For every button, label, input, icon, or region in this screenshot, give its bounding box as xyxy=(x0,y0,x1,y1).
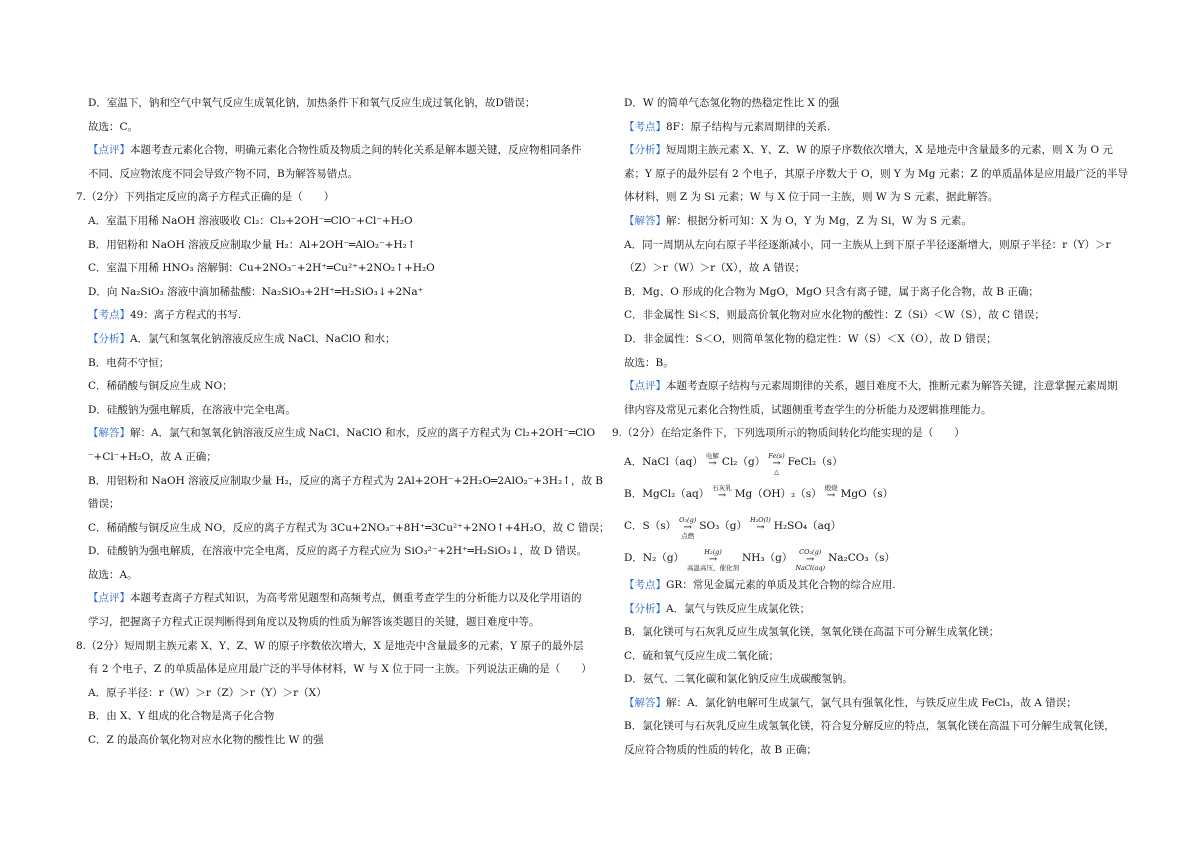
review-tag: 【点评】 xyxy=(624,380,666,393)
point-tag: 【考点】 xyxy=(624,120,666,133)
text-line: D．室温下，钠和空气中氧气反应生成氧化钠，加热条件下和氧气反应生成过氧化钠，故D错误； xyxy=(88,97,536,109)
option-a-chain: A．NaCl（aq） 电解 → Cl₂（g） Fe(s) → △ FeCl₂（s） xyxy=(624,451,843,476)
text-line: 故选：B。 xyxy=(624,356,674,369)
option-d: D．向 Na₂SiO₃ 溶液中滴加稀盐酸：Na₂SiO₃+2H⁺═H₂SiO₃↓+2Na⁺ xyxy=(88,285,424,298)
reaction-arrow: O₂(g) → 点燃 xyxy=(679,515,697,540)
text-line: C．硫和氧气反应生成二氧化硫； xyxy=(624,649,780,662)
option-d: D．W 的简单气态氢化物的热稳定性比 X 的强 xyxy=(624,97,840,109)
text-line: 错误； xyxy=(88,498,120,511)
option-a: A．室温下用稀 NaOH 溶液吸收 Cl₂：Cl₂+2OH⁻═ClO⁻+Cl⁻+H₂O xyxy=(88,214,413,227)
option-c: C．室温下用稀 HNO₃ 溶解铜：Cu+2NO₃⁻+2H⁺═Cu²⁺+2NO₂↑+H₂O xyxy=(88,262,435,275)
text-line: （Z）＞r（W）＞r（X），故 A 错误； xyxy=(624,262,806,275)
text-line: 【解答】解：根据分析可知：X 为 O，Y 为 Mg，Z 为 Si，W 为 S 元素。 xyxy=(624,214,972,227)
question-9-stem: 9.（2分）在给定条件下，下列选项所示的物质间转化均能实现的是（ ） xyxy=(612,427,965,440)
left-column xyxy=(76,92,610,753)
text-line: 【分析】A．氯气与铁反应生成氯化铁； xyxy=(624,602,811,615)
text-line: C．稀硝酸与铜反应生成 NO； xyxy=(88,380,233,393)
option-c: C．Z 的最高价氧化物对应水化物的酸性比 W 的强 xyxy=(88,734,324,747)
text-line: 反应符合物质的性质的转化，故 B 正确； xyxy=(624,744,817,757)
reaction-arrow: 煅烧 → xyxy=(824,483,838,501)
text-line: 【点评】本题考查原子结构与元素周期律的关系，题目难度不大，推断元素为解答关键，注意掌握元素周期 xyxy=(624,380,1118,393)
text-line: 【考点】49：离子方程式的书写. xyxy=(88,309,242,322)
text-line: D．氨气、二氧化碳和氯化钠反应生成碳酸氢钠。 xyxy=(624,673,853,686)
reaction-arrow: 电解 → xyxy=(705,451,719,469)
text-line: 不同、反应物浓度不同会导致产物不同，B为解答易错点。 xyxy=(88,167,359,180)
text-line: B．氯化镁可与石灰乳反应生成氢氧化镁，符合复分解反应的特点，氢氧化镁在高温下可分解生成氧化镁， xyxy=(624,720,1115,733)
text-line: D．硅酸钠为强电解质，在溶液中完全电离。 xyxy=(88,403,296,416)
text-line: 体材料，则 Z 为 Si 元素；W 与 X 位于同一主族，则 W 为 S 元素，据此解答。 xyxy=(624,191,999,204)
reaction-arrow: 石灰乳 → xyxy=(712,483,732,501)
text-line: 【点评】本题考查离子方程式知识，为高考常见题型和高频考点，侧重考查学生的分析能力以及化学用语的 xyxy=(88,592,582,605)
text-line: B．用铝粉和 NaOH 溶液反应制取少量 H₂，反应的离子方程式为 2Al+2OH⁻+2H₂O═2AlO₂⁻+3H₂↑，故 B xyxy=(88,474,604,487)
text-line: B．氯化镁可与石灰乳反应生成氢氧化镁，氢氧化镁在高温下可分解生成氧化镁； xyxy=(624,626,1000,639)
text-line: 【分析】短周期主族元素 X、Y、Z、W 的原子序数依次增大，X 是地壳中含量最多的元素，则 X 为 O 元 xyxy=(624,144,1113,157)
text-line: 故选：A。 xyxy=(88,568,138,581)
option-b-chain: B．MgCl₂（aq） 石灰乳 → Mg（OH）₂（s） 煅烧 → MgO（s） xyxy=(624,478,1124,510)
reaction-arrow: Fe(s) → △ xyxy=(768,451,785,476)
review-tag: 【点评】 xyxy=(88,592,130,605)
text-line: B．Mg、O 形成的化合物为 MgO，MgO 只含有离子键，属于离子化合物，故 B 正确； xyxy=(624,285,1039,298)
question-7-stem: 7.（2分）下列指定反应的离子方程式正确的是（ ） xyxy=(76,191,335,204)
point-tag: 【考点】 xyxy=(624,578,666,591)
analysis-tag: 【分析】 xyxy=(88,332,130,345)
answer-tag: 【解答】 xyxy=(624,214,666,227)
text-line: 【解答】解：A．氯气和氢氧化钠溶液反应生成 NaCl、NaClO 和水，反应的离子方程式为 Cl₂+2OH⁻═ClO xyxy=(88,427,596,440)
text-line: 有 2 个电子，Z 的单质晶体是应用最广泛的半导体材料，W 与 X 位于同一主族。下列说法正确的是（ ） xyxy=(88,663,592,676)
text-line: 素；Y 原子的最外层有 2 个电子，其原子序数大于 O，则 Y 为 Mg 元素；Z 的单质晶体是应用最广泛的半导 xyxy=(624,167,1128,180)
review-tag: 【点评】 xyxy=(88,144,130,157)
reaction-arrow: CO₂(g) → NaCl(aq) xyxy=(795,547,826,572)
text-line: D．硅酸钠为强电解质，在溶液中完全电离，反应的离子方程式应为 SiO₃²⁻+2H⁺═H₂SiO₃↓，故 D 错误。 xyxy=(88,545,587,558)
option-a: A．原子半径：r（W）＞r（Z）＞r（Y）＞r（X） xyxy=(88,686,327,699)
option-d-chain: D．N₂（g） H₂(g) → 高温高压、催化剂 NH₃（g） CO₂(g) → NaCl(aq) Na₂CO₃（s） xyxy=(624,547,895,572)
text-line: 【点评】本题考查元素化合物，明确元素化合物性质及物质之间的转化关系是解本题关键，反应物相同条件 xyxy=(88,144,582,157)
text-line: 学习，把握离子方程式正误判断得到角度以及物质的性质为解答该类题目的关键，题目难度中等。 xyxy=(88,616,540,629)
right-column xyxy=(612,92,1128,763)
text-line: 【解答】解：A．氯化钠电解可生成氯气，氯气具有强氧化性，与铁反应生成 FeCl₃，故 A 错误； xyxy=(624,696,1077,709)
answer-tag: 【解答】 xyxy=(88,427,130,440)
text-line: 律内容及常见元素化合物性质，试题侧重考查学生的分析能力及逻辑推理能力。 xyxy=(624,403,992,416)
option-b: B．用铝粉和 NaOH 溶液反应制取少量 H₂：Al+2OH⁻═AlO₂⁻+H₂↑ xyxy=(88,238,416,251)
question-8-stem: 8.（2分）短周期主族元素 X、Y、Z、W 的原子序数依次增大，X 是地壳中含量最多的元素，Y 原子的最外层 xyxy=(76,639,584,652)
analysis-tag: 【分析】 xyxy=(624,602,666,615)
option-c-chain: C．S（s） O₂(g) → 点燃 SO₃（g） H₂O(l) → H₂SO₄（aq） xyxy=(624,515,842,540)
text-line: 【考点】8F：原子结构与元素周期律的关系. xyxy=(624,120,831,133)
option-b: B．由 X、Y 组成的化合物是离子化合物 xyxy=(88,710,275,723)
text-line: C．非金属性 Si＜S，则最高价氧化物对应水化物的酸性：Z（Si）＜W（S），故 C 错误； xyxy=(624,309,1045,322)
reaction-arrow: H₂O(l) → xyxy=(750,515,771,533)
point-tag: 【考点】 xyxy=(88,309,130,322)
text-line: C．稀硝酸与铜反应生成 NO，反应的离子方程式为 3Cu+2NO₃⁻+8H⁺═3Cu²⁺+2NO↑+4H₂O，故 C 错误； xyxy=(88,521,610,534)
text-line: ⁻+Cl⁻+H₂O，故 A 正确； xyxy=(88,450,217,463)
reaction-arrow: H₂(g) → 高温高压、催化剂 xyxy=(687,547,740,572)
analysis-tag: 【分析】 xyxy=(624,144,666,157)
text-line: B．电荷不守恒； xyxy=(88,356,170,369)
answer-tag: 【解答】 xyxy=(624,696,666,709)
text-line: 【考点】GR：常见金属元素的单质及其化合物的综合应用. xyxy=(624,578,896,591)
text-line: D．非金属性：S＜O，则简单氢化物的稳定性：W（S）＜X（O），故 D 错误； xyxy=(624,332,997,345)
text-line: 故选：C。 xyxy=(88,120,139,133)
text-line: 【分析】A．氯气和氢氧化钠溶液反应生成 NaCl、NaClO 和水； xyxy=(88,332,396,345)
text-line: A．同一周期从左向右原子半径逐渐减小，同一主族从上到下原子半径逐渐增大，则原子半径：r（Y）＞r xyxy=(624,238,1111,251)
